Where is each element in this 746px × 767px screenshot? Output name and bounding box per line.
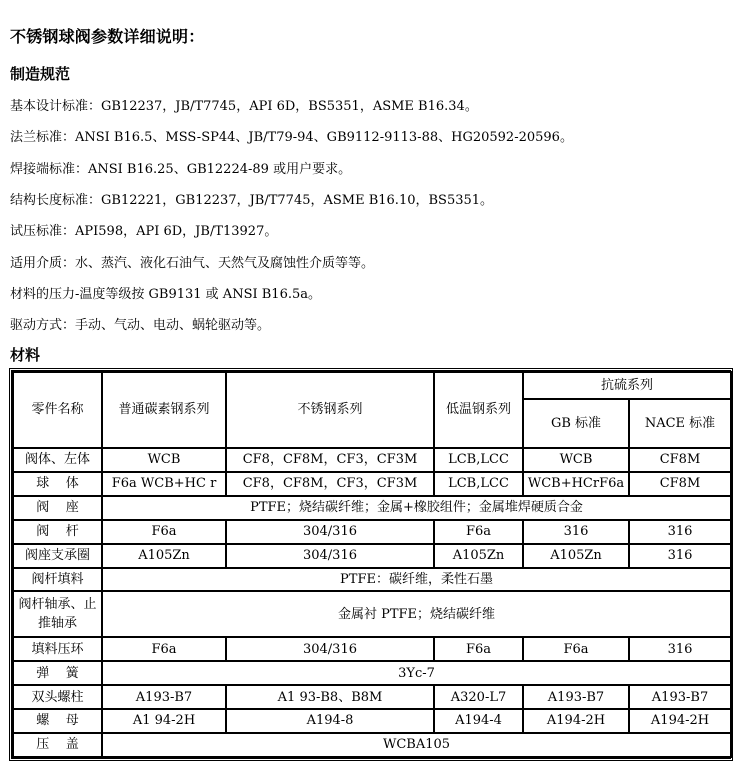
spec-line-actuation: 驱动方式：手动、气动、电动、蜗轮驱动等。 (10, 318, 271, 333)
cell-gb: A194-2H (523, 709, 629, 733)
cell-low-temp: F6a (434, 637, 523, 661)
materials-table (9, 368, 733, 761)
row-part-name: 压 盖 (13, 733, 102, 757)
cell-low-temp: LCB,LCC (434, 472, 523, 496)
cell-nace: A193-B7 (629, 685, 731, 709)
table-row (13, 591, 731, 637)
spec-line-flange-standard: 法兰标准：ANSI B16.5、MSS-SP44、JB/T79-94、GB9112-9113-88、HG20592-20596。 (10, 130, 573, 145)
cell-gb: 316 (523, 520, 629, 544)
materials-section-heading: 材料 (10, 346, 41, 364)
cell-low-temp: A194-4 (434, 709, 523, 733)
cell-carbon: A193-B7 (102, 685, 226, 709)
header-low-temp: 低温钢系列 (434, 372, 523, 448)
cell-gb: F6a (523, 637, 629, 661)
table-row (13, 544, 731, 568)
spec-line-design-standard: 基本设计标准：GB12237，JB/T7745，API 6D，BS5351，ASME B16.34。 (10, 99, 478, 114)
cell-carbon: F6a (102, 637, 226, 661)
cell-merged: PTFE：碳纤维，柔性石墨 (102, 568, 731, 592)
header-nace-standard: NACE 标准 (629, 399, 731, 448)
cell-carbon: F6a (102, 520, 226, 544)
cell-gb: WCB+HCrF6a (523, 472, 629, 496)
cell-low-temp: LCB,LCC (434, 448, 523, 472)
row-part-name: 阀 杆 (13, 520, 102, 544)
cell-nace: 316 (629, 520, 731, 544)
cell-low-temp: F6a (434, 520, 523, 544)
header-carbon-steel: 普通碳素钢系列 (102, 372, 226, 448)
cell-stainless: A1 93-B8、B8M (226, 685, 434, 709)
header-stainless: 不锈钢系列 (226, 372, 434, 448)
table-row (13, 709, 731, 733)
spec-section-heading: 制造规范 (10, 65, 71, 83)
cell-nace: 316 (629, 544, 731, 568)
table-row (13, 661, 731, 685)
row-part-name: 填料压环 (13, 637, 102, 661)
spec-line-test-standard: 试压标准：API598，API 6D，JB/T13927。 (10, 224, 278, 239)
cell-stainless: CF8，CF8M，CF3，CF3M (226, 448, 434, 472)
table-row (13, 496, 731, 520)
cell-low-temp: A105Zn (434, 544, 523, 568)
cell-gb: A193-B7 (523, 685, 629, 709)
header-gb-standard: GB 标准 (523, 399, 629, 448)
cell-low-temp: A320-L7 (434, 685, 523, 709)
cell-nace: CF8M (629, 448, 731, 472)
spec-line-weld-end-standard: 焊接端标准：ANSI B16.25、GB12224-89 或用户要求。 (10, 162, 352, 177)
cell-stainless: 304/316 (226, 520, 434, 544)
table-row (13, 685, 731, 709)
spec-line-face-to-face-standard: 结构长度标准：GB12221，GB12237，JB/T7745，ASME B16.10，BS5351。 (10, 193, 494, 208)
cell-carbon: WCB (102, 448, 226, 472)
row-part-name: 螺 母 (13, 709, 102, 733)
cell-nace: 316 (629, 637, 731, 661)
cell-carbon: F6a WCB+HC r (102, 472, 226, 496)
cell-gb: WCB (523, 448, 629, 472)
cell-carbon: A105Zn (102, 544, 226, 568)
row-part-name: 阀 座 (13, 496, 102, 520)
page-title: 不锈钢球阀参数详细说明： (10, 27, 205, 46)
header-sulfur-resistant: 抗硫系列 (523, 372, 731, 399)
cell-nace: CF8M (629, 472, 731, 496)
header-part-name: 零件名称 (13, 372, 102, 448)
table-row (13, 472, 731, 496)
table-row (13, 448, 731, 472)
table-row (13, 520, 731, 544)
cell-stainless: CF8，CF8M，CF3，CF3M (226, 472, 434, 496)
cell-merged: WCBA105 (102, 733, 731, 757)
table-row (13, 733, 731, 757)
cell-stainless: A194-8 (226, 709, 434, 733)
cell-merged: PTFE；烧结碳纤维；金属+橡胶组件；金属堆焊硬质合金 (102, 496, 731, 520)
cell-stainless: 304/316 (226, 637, 434, 661)
spec-line-pressure-temp: 材料的压力-温度等级按 GB9131 或 ANSI B16.5a。 (10, 287, 321, 302)
cell-nace: A194-2H (629, 709, 731, 733)
row-part-name: 弹 簧 (13, 661, 102, 685)
row-part-name: 球 体 (13, 472, 102, 496)
table-row (13, 568, 731, 592)
row-part-name: 阀座支承圈 (13, 544, 102, 568)
cell-merged: 3Yc-7 (102, 661, 731, 685)
cell-carbon: A1 94-2H (102, 709, 226, 733)
row-part-name: 阀杆填料 (13, 568, 102, 592)
cell-merged: 金属衬 PTFE；烧结碳纤维 (102, 591, 731, 637)
cell-stainless: 304/316 (226, 544, 434, 568)
table-row (13, 637, 731, 661)
cell-gb: A105Zn (523, 544, 629, 568)
row-part-name: 阀杆轴承、止推轴承 (13, 591, 102, 637)
spec-line-media: 适用介质：水、蒸汽、液化石油气、天然气及腐蚀性介质等等。 (10, 256, 375, 271)
row-part-name: 阀体、左体 (13, 448, 102, 472)
row-part-name: 双头螺柱 (13, 685, 102, 709)
